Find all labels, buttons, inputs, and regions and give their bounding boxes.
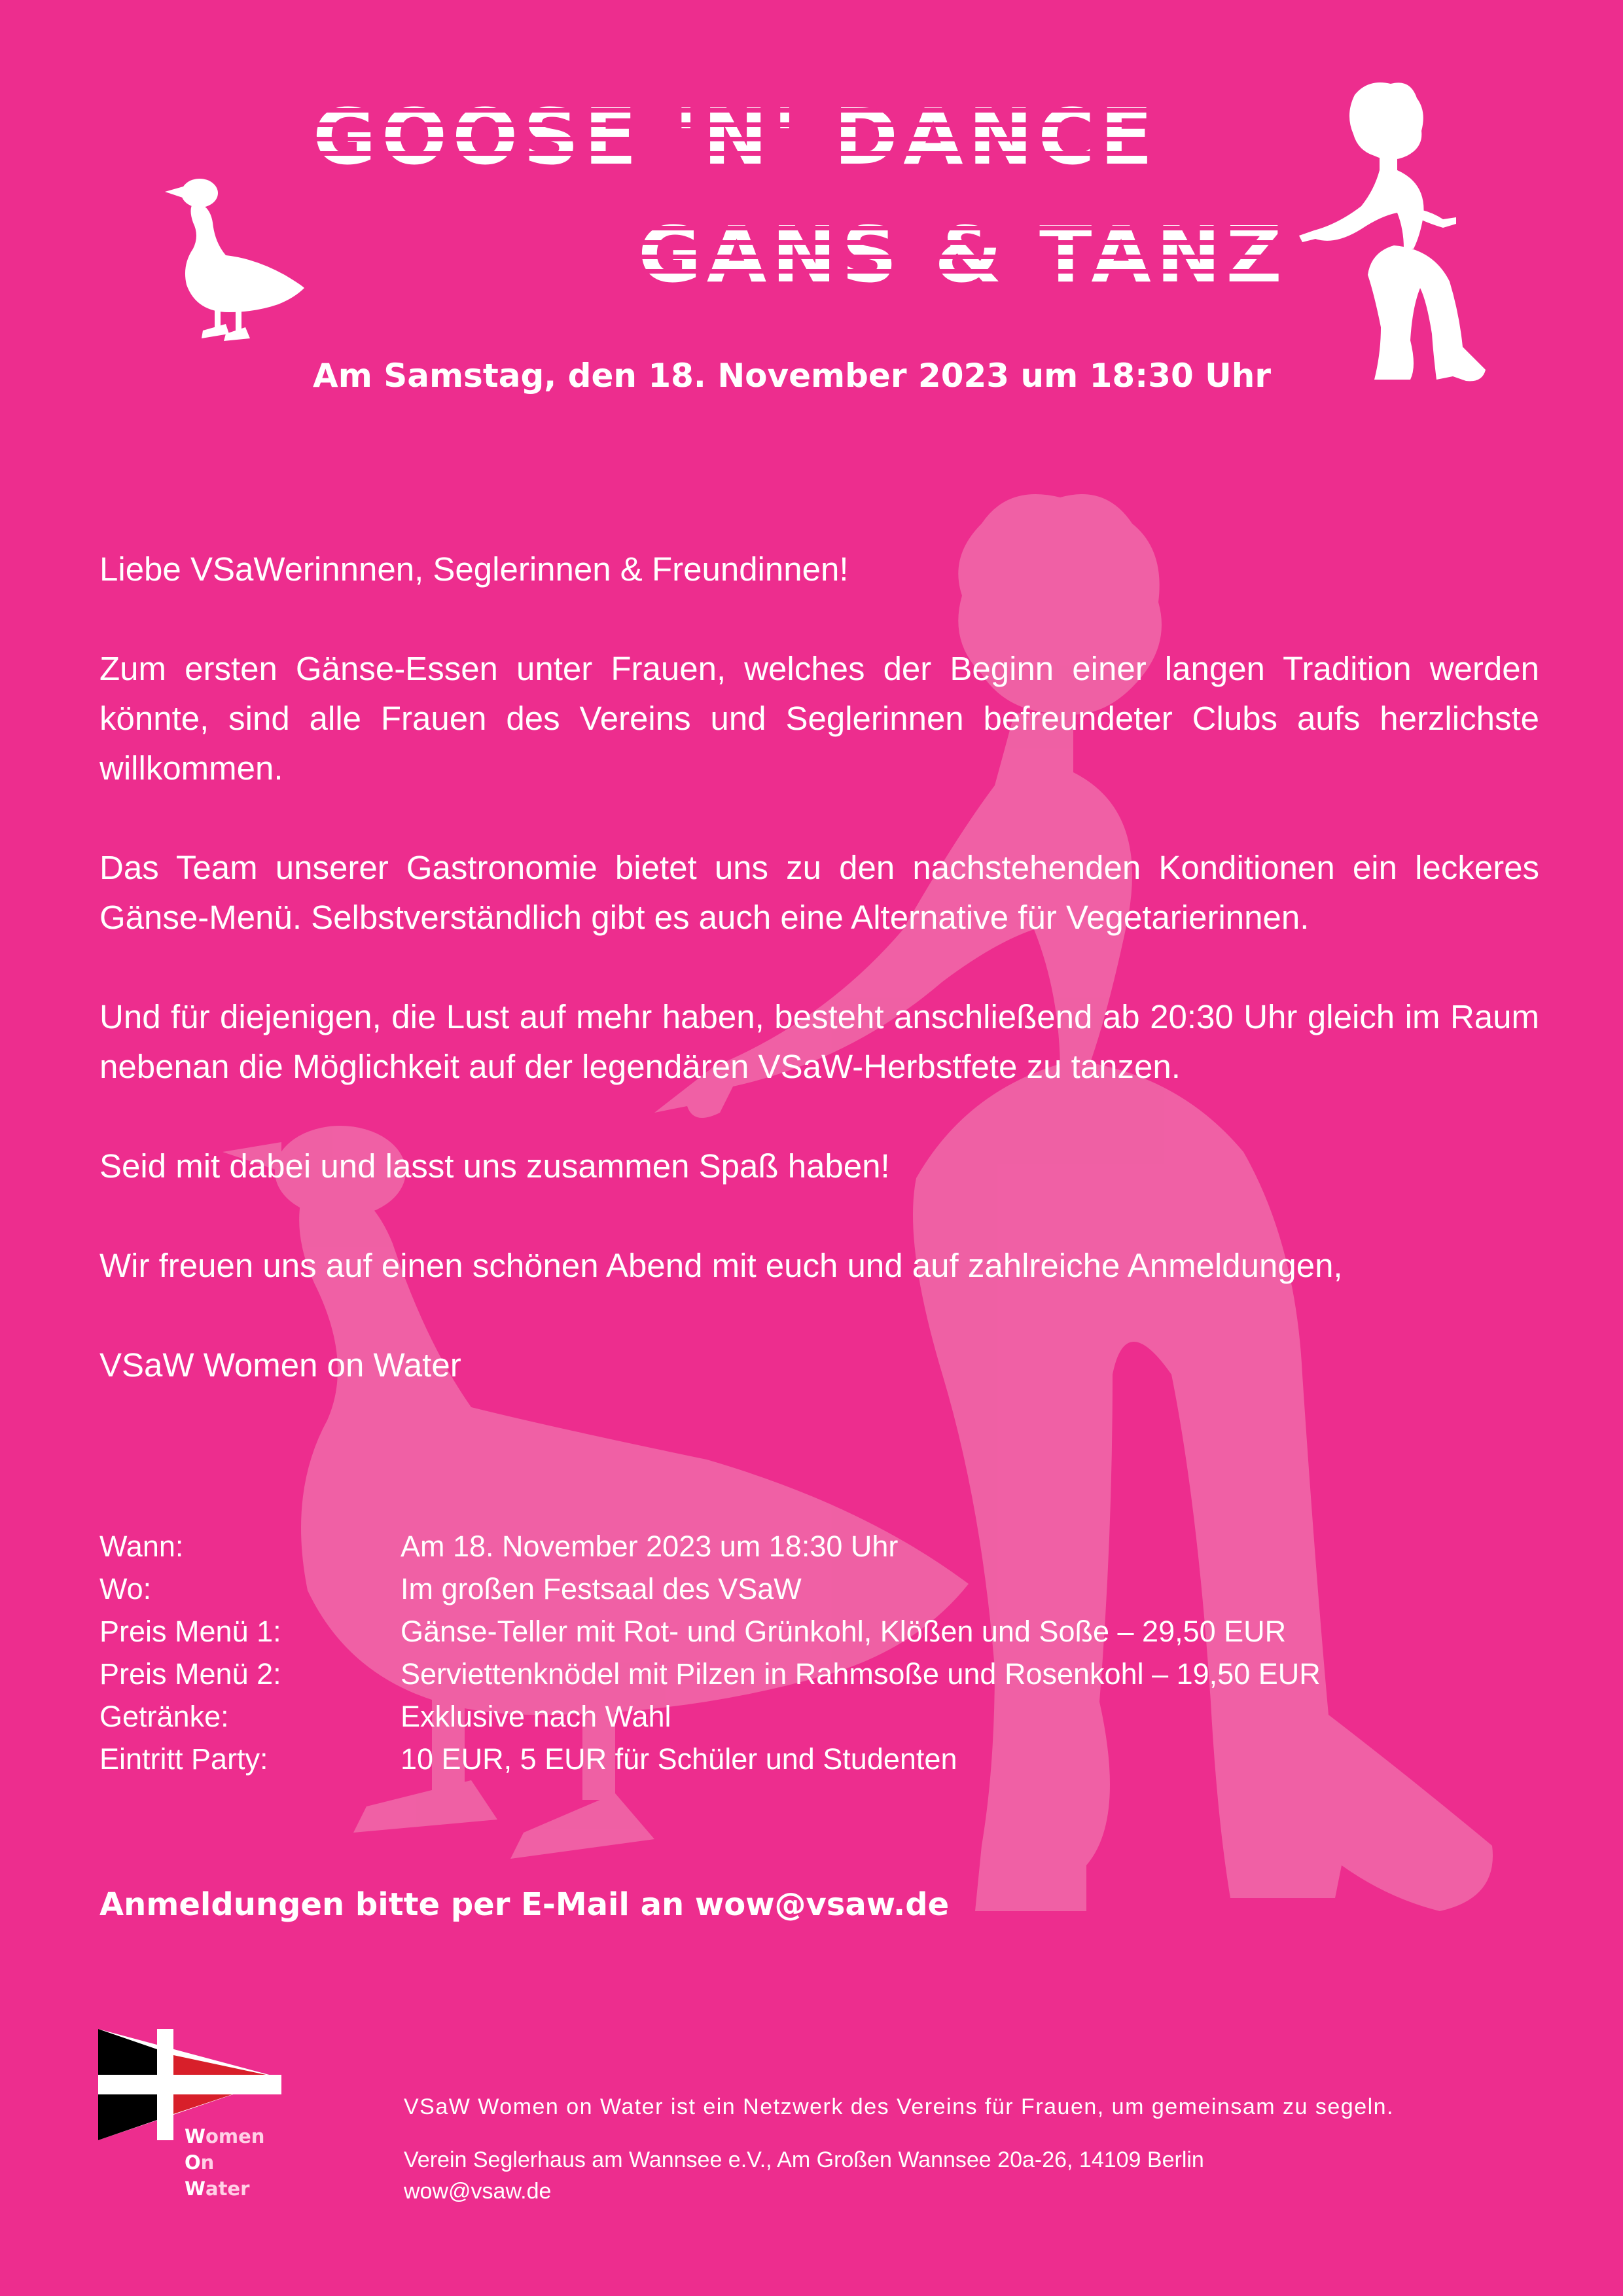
dancer-icon (1296, 79, 1492, 393)
detail-value: Im großen Festsaal des VSaW (401, 1572, 802, 1605)
detail-label: Wann: (99, 1530, 184, 1563)
registration-cta: Anmeldungen bitte per E-Mail an wow@vsaw.de (99, 1886, 950, 1923)
detail-row-menu-2 (99, 1653, 1321, 1695)
logo-initial-w2: W (185, 2178, 205, 2200)
paragraph-invite: Seid mit dabei und lasst uns zusammen Spaß haben! (99, 1147, 890, 1185)
detail-row-eintritt (99, 1738, 1321, 1780)
title-line-2: GANS & TANZ (638, 209, 1287, 300)
logo-initial-w: W (185, 2125, 205, 2147)
logo-word-ater: ater (205, 2178, 250, 2200)
goose-icon (164, 167, 314, 344)
detail-value: Am 18. November 2023 um 18:30 Uhr (401, 1530, 899, 1563)
logo-word-omen: omen (205, 2125, 265, 2147)
detail-row-wann (99, 1525, 1321, 1568)
detail-row-wo (99, 1568, 1321, 1610)
detail-row-menu-1 (99, 1610, 1321, 1653)
logo-initial-o: O (185, 2151, 201, 2174)
paragraph-closing: Wir freuen uns auf einen schönen Abend mit euch und auf zahlreiche Anmeldungen, (99, 1247, 1343, 1284)
detail-label: Eintritt Party: (99, 1742, 268, 1776)
footer-address: Verein Seglerhaus am Wannsee e.V., Am Großen Wannsee 20a-26, 14109 Berlin (404, 2147, 1204, 2172)
paragraph-intro: Zum ersten Gänse-Essen unter Frauen, welches der Beginn einer langen Tradition werden könnte, sind alle Frauen des Vereins und Seglerinnen befreundeter Clubs aufs herzlichste willkommen. (99, 650, 1539, 787)
wow-logo-text (185, 2123, 264, 2202)
detail-value: Gänse-Teller mit Rot- und Grünkohl, Klößen und Soße – 29,50 EUR (401, 1615, 1287, 1648)
footer-tagline: VSaW Women on Water ist ein Netzwerk des Vereins für Frauen, um gemeinsam zu segeln. (404, 2094, 1395, 2119)
footer-email-link[interactable]: wow@vsaw.de (404, 2179, 552, 2204)
detail-value: 10 EUR, 5 EUR für Schüler und Studenten (401, 1742, 957, 1776)
detail-value: Serviettenknödel mit Pilzen in Rahmsoße und Rosenkohl – 19,50 EUR (401, 1657, 1321, 1691)
detail-row-getraenke (99, 1695, 1321, 1738)
greeting: Liebe VSaWerinnnen, Seglerinnen & Freundinnen! (99, 550, 849, 588)
paragraph-party: Und für diejenigen, die Lust auf mehr haben, besteht anschließend ab 20:30 Uhr gleich im Raum nebenan die Möglichkeit auf der legendären VSaW-Herbstfete zu tanzen. (99, 998, 1539, 1085)
detail-label: Preis Menü 1: (99, 1615, 281, 1648)
letter-body (99, 545, 1539, 1440)
logo-word-n: n (200, 2151, 215, 2174)
detail-label: Wo: (99, 1572, 152, 1605)
event-date-subtitle: Am Samstag, den 18. November 2023 um 18:30 Uhr (313, 357, 1271, 395)
paragraph-menu: Das Team unserer Gastronomie bietet uns zu den nachstehenden Konditionen ein leckeres Gänse-Menü. Selbstverständlich gibt es auch eine Alternative für Vegetarierinnen. (99, 849, 1539, 936)
signature: VSaW Women on Water (99, 1346, 461, 1384)
title-line-1: GOOSE 'N' DANCE (313, 92, 1158, 182)
detail-value: Exklusive nach Wahl (401, 1700, 671, 1733)
event-details (99, 1525, 1321, 1780)
detail-label: Preis Menü 2: (99, 1657, 281, 1691)
detail-label: Getränke: (99, 1700, 229, 1733)
